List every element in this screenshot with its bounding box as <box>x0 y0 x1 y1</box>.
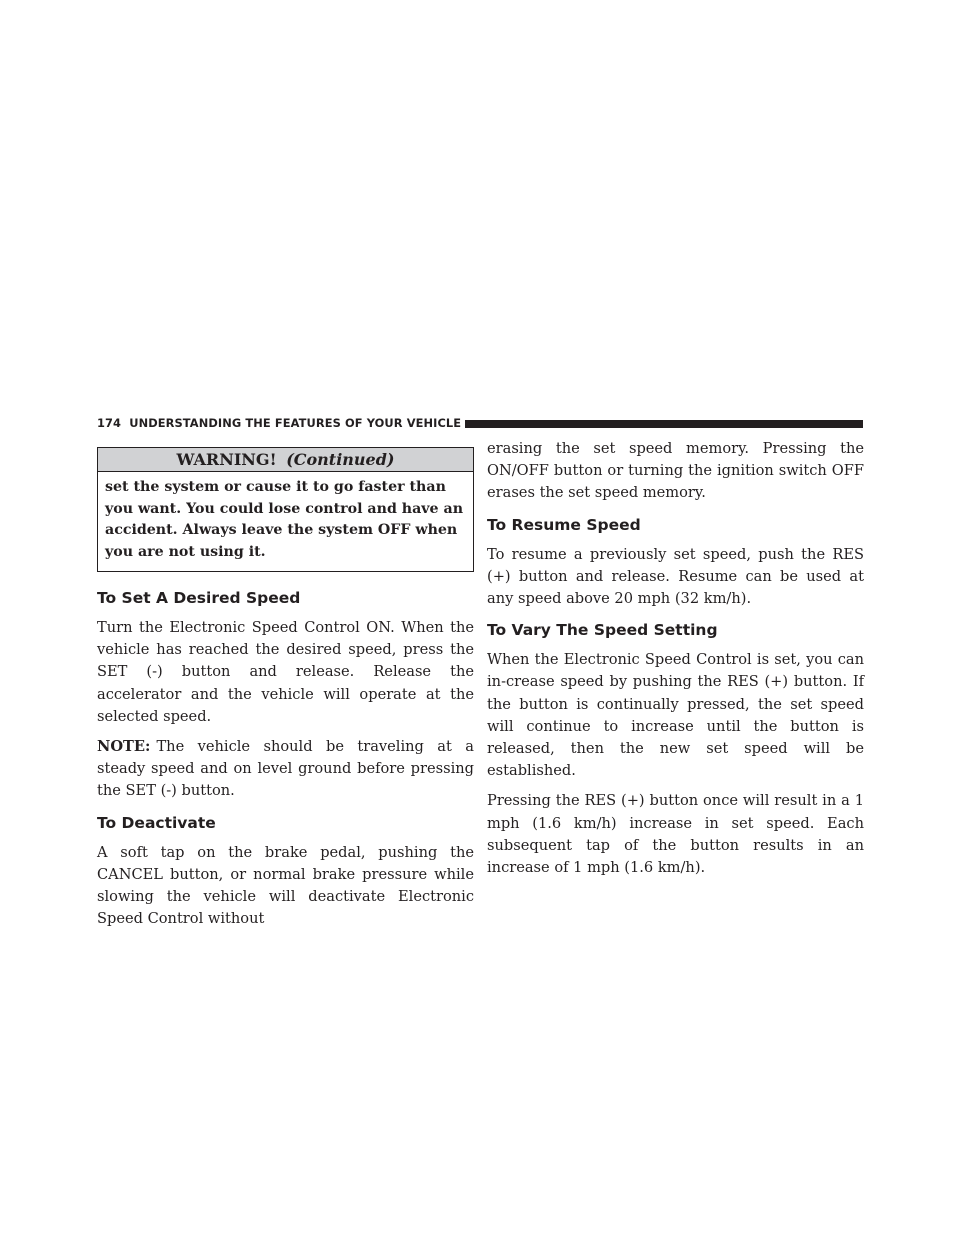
set-speed-note <box>97 736 474 803</box>
page-header-label <box>97 416 461 430</box>
warning-box <box>97 447 474 572</box>
vary-heading: To Vary The Speed Setting <box>487 621 718 640</box>
page-header <box>97 414 863 434</box>
page-number: 174 <box>97 416 122 430</box>
set-speed-heading: To Set A Desired Speed <box>97 589 301 607</box>
warning-body: set the system or cause it to go faster than you want. You could lose control and have an accident. Always leave the system OFF when you are not using it. <box>105 479 464 560</box>
note-text: The vehicle should be traveling at a steady speed and on level ground before pressing the SET (-) button. <box>97 738 474 800</box>
right-column <box>487 438 864 887</box>
deactivate-heading: To Deactivate <box>97 813 216 832</box>
warning-title: WARNING! <box>176 450 277 469</box>
left-column <box>97 447 474 938</box>
vary-paragraph-2: Pressing the RES (+) button once will result in a 1 mph (1.6 km/h) increase in set speed. Each subsequent tap of the button results in an increase of 1 mph (1.6 km/h). <box>487 792 864 877</box>
header-rule <box>465 420 863 428</box>
resume-paragraph: To resume a previously set speed, push the RES (+) button and release. Resume can be used at any speed above 20 mph (32 km/h). <box>487 545 864 608</box>
warning-continued: (Continued) <box>286 450 395 469</box>
set-speed-paragraph: Turn the Electronic Speed Control ON. When the vehicle has reached the desired speed, press the SET (-) button and release. Release the accelerator and the vehicle will operate at the selected speed. <box>97 619 474 725</box>
section-title: UNDERSTANDING THE FEATURES OF YOUR VEHICLE <box>129 416 462 430</box>
warning-header <box>98 448 473 472</box>
continuation-paragraph: erasing the set speed memory. Pressing the ON/OFF button or turning the ignition switch OFF erases the set speed memory. <box>487 440 864 502</box>
vary-paragraph-1: When the Electronic Speed Control is set, you can in-crease speed by pushing the RES (+) button. If the button is continually pressed, the set speed will continue to increase until the button is released, then the new set speed will be established. <box>487 651 864 780</box>
resume-heading: To Resume Speed <box>487 515 641 534</box>
note-label: NOTE: <box>97 738 151 756</box>
deactivate-paragraph: A soft tap on the brake pedal, pushing the CANCEL button, or normal brake pressure while slowing the vehicle will deactivate Electronic Speed Control without <box>97 843 474 928</box>
